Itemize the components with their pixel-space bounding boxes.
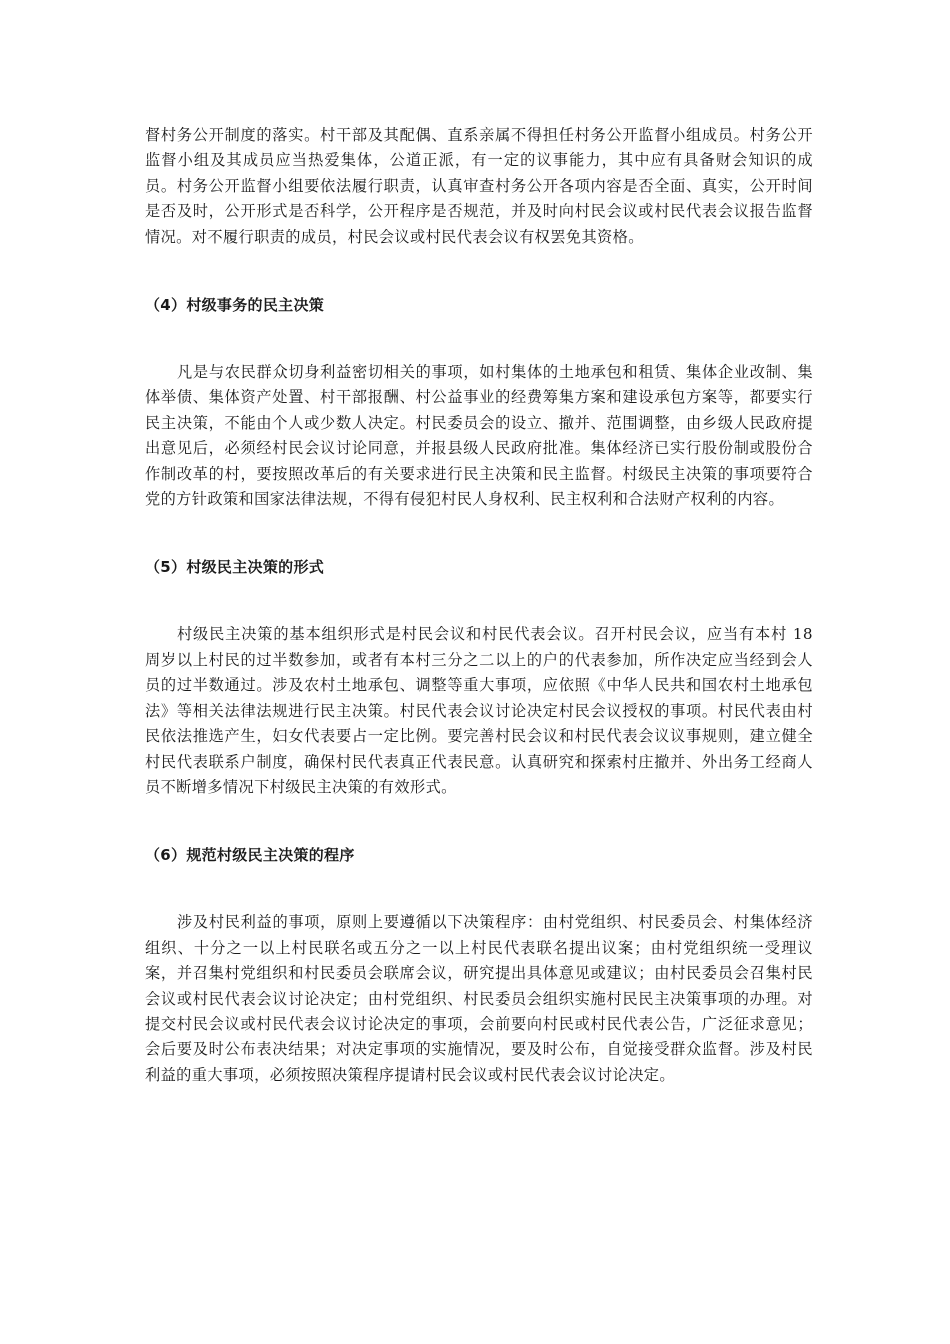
body-paragraph-5: 村级民主决策的基本组织形式是村民会议和村民代表会议。召开村民会议，应当有本村 18 周岁以上村民的过半数参加，或者有本村三分之二以上的户的代表参加，所作决定应当经到会人员的过半数通过。涉及农村土地承包、调整等重大事项，应依照《中华人民共和国农村土地承包法》等相关法律法规进行民主决策。村民代表会议讨论决定村民会议授权的事项。村民代表由村民依法推选产生，妇女代表要占一定比例。要完善村民会议和村民代表会议议事规则，建立健全村民代表联系户制度，确保村民代表真正代表民意。认真研究和探索村庄撤并、外出务工经商人员不断增多情况下村级民主决策的有效形式。	[145, 625, 813, 796]
section-heading-4: （4）村级事务的民主决策	[145, 296, 325, 315]
section-heading-5: （5）村级民主决策的形式	[145, 558, 325, 577]
body-paragraph-6: 涉及村民利益的事项，原则上要遵循以下决策程序：由村党组织、村民委员会、村集体经济组织、十分之一以上村民联名或五分之一以上村民代表联名提出议案；由村党组织统一受理议案，并召集村党组织和村民委员会联席会议，研究提出具体意见或建议；由村民委员会召集村民会议或村民代表会议讨论决定；由村党组织、村民委员会组织实施村民民主决策事项的办理。对提交村民会议或村民代表会议讨论决定的事项，会前要向村民或村民代表公告，广泛征求意见；会后要及时公布表决结果；对决定事项的实施情况，要及时公布，自觉接受群众监督。涉及村民利益的重大事项，必须按照决策程序提请村民会议或村民代表会议讨论决定。	[145, 913, 813, 1084]
body-paragraph-continued: 督村务公开制度的落实。村干部及其配偶、直系亲属不得担任村务公开监督小组成员。村务公开监督小组及其成员应当热爱集体，公道正派，有一定的议事能力，其中应有具备财会知识的成员。村务公开监督小组要依法履行职责，认真审查村务公开各项内容是否全面、真实，公开时间是否及时，公开形式是否科学，公开程序是否规范，并及时向村民会议或村民代表会议报告监督情况。对不履行职责的成员，村民会议或村民代表会议有权罢免其资格。	[145, 126, 813, 246]
section-heading-6: （6）规范村级民主决策的程序	[145, 846, 355, 865]
document-page	[145, 123, 813, 1088]
body-paragraph-4: 凡是与农民群众切身利益密切相关的事项，如村集体的土地承包和租赁、集体企业改制、集体举债、集体资产处置、村干部报酬、村公益事业的经费筹集方案和建设承包方案等，都要实行民主决策，不能由个人或少数人决定。村民委员会的设立、撤并、范围调整，由乡级人民政府提出意见后，必须经村民会议讨论同意，并报县级人民政府批准。集体经济已实行股份制或股份合作制改革的村，要按照改革后的有关要求进行民主决策和民主监督。村级民主决策的事项要符合党的方针政策和国家法律法规，不得有侵犯村民人身权利、民主权利和合法财产权利的内容。	[145, 363, 813, 509]
